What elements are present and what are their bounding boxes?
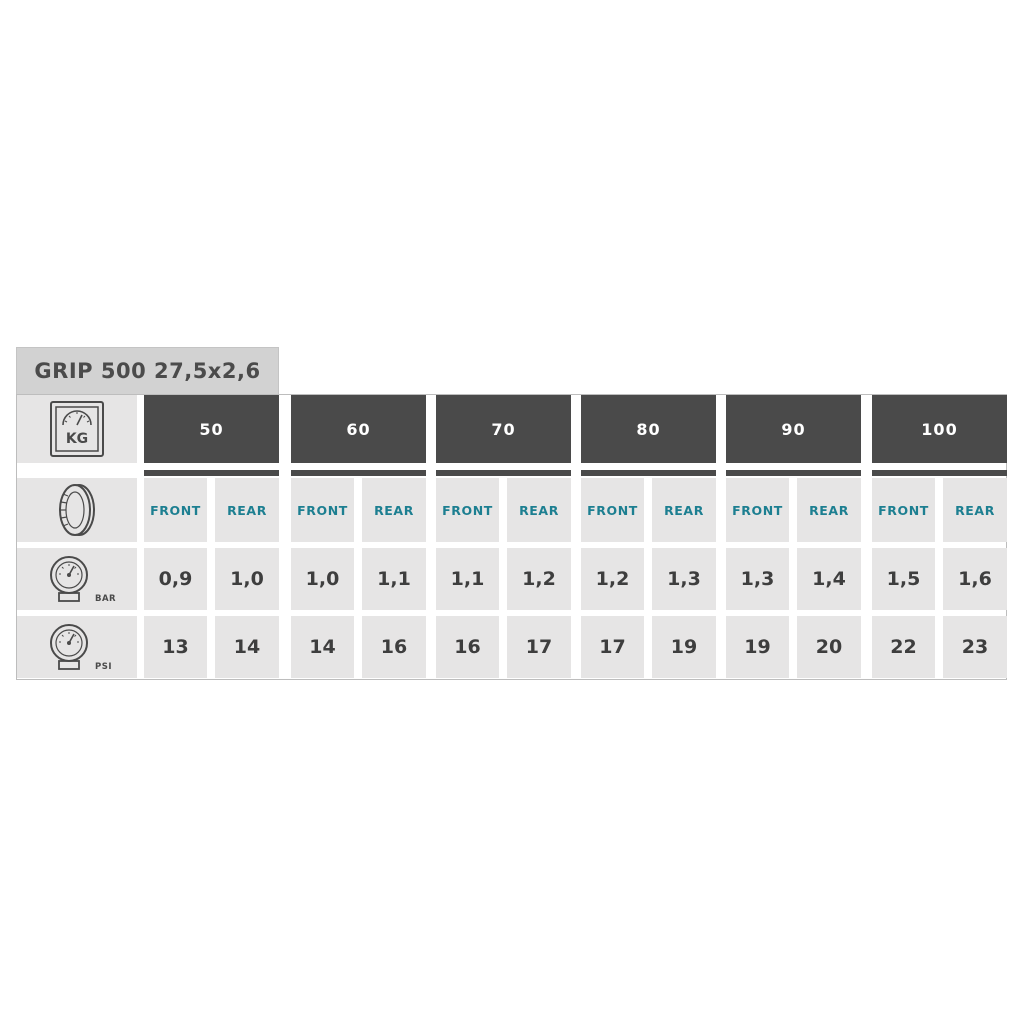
- weight-header-text: 60: [346, 419, 371, 439]
- bar-rear-cell-text: 1,3: [667, 568, 701, 590]
- front-label-cell-text: FRONT: [150, 502, 201, 518]
- bar-rear-cell-text: 1,1: [377, 568, 411, 590]
- bar-rear-cell-text: 1,2: [522, 568, 556, 590]
- psi-rear-cell-text: 19: [670, 636, 698, 658]
- psi-front-cell: [144, 616, 207, 678]
- header-divider-strip: [581, 470, 716, 476]
- rear-label-cell: [507, 478, 571, 542]
- header-divider-strip: [144, 470, 279, 476]
- rear-label-cell: [652, 478, 716, 542]
- front-label-cell-text: FRONT: [732, 502, 783, 518]
- pressure-gauge-icon: [45, 554, 93, 604]
- rear-label-cell: [943, 478, 1007, 542]
- front-label-cell-text: FRONT: [878, 502, 929, 518]
- bar-row-header: [17, 548, 137, 610]
- psi-front-cell: [436, 616, 499, 678]
- front-label-cell-text: FRONT: [587, 502, 638, 518]
- weight-header-text: 70: [491, 419, 516, 439]
- rear-label-cell: [215, 478, 279, 542]
- psi-front-cell-text: 16: [454, 636, 481, 658]
- header-divider-strip: [436, 470, 571, 476]
- kg-label: KG: [65, 431, 89, 447]
- psi-unit-label: PSI: [95, 662, 113, 672]
- rear-label-cell-text: REAR: [227, 502, 267, 518]
- psi-front-cell: [291, 616, 354, 678]
- weight-header-text: 100: [921, 419, 958, 439]
- weight-header-cell: [17, 395, 137, 463]
- psi-rear-cell: [215, 616, 279, 678]
- bar-front-cell-text: 1,2: [595, 568, 630, 590]
- bar-rear-cell: [943, 548, 1007, 610]
- front-label-cell-text: FRONT: [442, 502, 493, 518]
- psi-rear-cell: [362, 616, 426, 678]
- bar-rear-cell-text: 1,4: [812, 568, 846, 590]
- tyre-icon: [57, 482, 97, 538]
- psi-rear-cell: [943, 616, 1007, 678]
- rear-label-cell: [797, 478, 861, 542]
- front-label-cell: [726, 478, 789, 542]
- psi-rear-cell-text: 20: [815, 636, 843, 658]
- bar-rear-cell: [507, 548, 571, 610]
- bar-front-cell-text: 1,1: [450, 568, 485, 590]
- psi-rear-cell-text: 23: [961, 636, 989, 658]
- psi-front-cell-text: 19: [744, 636, 771, 658]
- psi-front-cell-text: 17: [599, 636, 626, 658]
- bar-front-cell: [726, 548, 789, 610]
- psi-front-cell-text: 14: [309, 636, 336, 658]
- front-label-cell: [436, 478, 499, 542]
- rear-label-cell-text: REAR: [519, 502, 559, 518]
- weight-header: [872, 395, 1007, 463]
- bar-rear-cell: [797, 548, 861, 610]
- bar-front-cell: [144, 548, 207, 610]
- psi-rear-cell-text: 16: [380, 636, 408, 658]
- bar-rear-cell: [362, 548, 426, 610]
- weight-header: [581, 395, 716, 463]
- rear-label-cell-text: REAR: [664, 502, 704, 518]
- rear-label-cell-text: REAR: [374, 502, 414, 518]
- psi-front-cell-text: 22: [890, 636, 917, 658]
- kg-scale-icon: [49, 400, 105, 458]
- rear-label-cell: [362, 478, 426, 542]
- bar-front-cell-text: 1,5: [886, 568, 921, 590]
- weight-header-text: 90: [781, 419, 806, 439]
- bar-unit-label: BAR: [95, 594, 117, 604]
- weight-header-text: 80: [636, 419, 661, 439]
- header-divider-strip: [726, 470, 861, 476]
- weight-header: [726, 395, 861, 463]
- bar-front-cell-text: 0,9: [158, 568, 193, 590]
- psi-front-cell-text: 13: [162, 636, 189, 658]
- psi-rear-cell: [652, 616, 716, 678]
- bar-rear-cell: [215, 548, 279, 610]
- pressure-gauge-icon: [45, 622, 93, 672]
- psi-rear-cell-text: 17: [525, 636, 553, 658]
- table-title: GRIP 500 27,5x2,6: [34, 359, 261, 383]
- bar-front-cell: [581, 548, 644, 610]
- bar-rear-cell-text: 1,0: [230, 568, 264, 590]
- front-label-cell-text: FRONT: [297, 502, 348, 518]
- rear-label-cell-text: REAR: [955, 502, 995, 518]
- weight-header: [436, 395, 571, 463]
- tyre-row-header: [17, 478, 137, 542]
- weight-header: [291, 395, 426, 463]
- bar-front-cell-text: 1,0: [305, 568, 340, 590]
- bar-front-cell-text: 1,3: [740, 568, 775, 590]
- bar-front-cell: [291, 548, 354, 610]
- bar-rear-cell-text: 1,6: [958, 568, 992, 590]
- header-divider-strip: [291, 470, 426, 476]
- bar-rear-cell: [652, 548, 716, 610]
- psi-front-cell: [872, 616, 935, 678]
- rear-label-cell-text: REAR: [809, 502, 849, 518]
- front-label-cell: [581, 478, 644, 542]
- psi-rear-cell-text: 14: [233, 636, 261, 658]
- weight-header-text: 50: [199, 419, 224, 439]
- front-label-cell: [872, 478, 935, 542]
- weight-header: [144, 395, 279, 463]
- psi-front-cell: [581, 616, 644, 678]
- front-label-cell: [291, 478, 354, 542]
- front-label-cell: [144, 478, 207, 542]
- psi-rear-cell: [507, 616, 571, 678]
- bar-front-cell: [436, 548, 499, 610]
- table-title-tab: [16, 347, 279, 394]
- psi-front-cell: [726, 616, 789, 678]
- header-divider-strip: [872, 470, 1007, 476]
- psi-row-header: [17, 616, 137, 678]
- psi-rear-cell: [797, 616, 861, 678]
- bar-front-cell: [872, 548, 935, 610]
